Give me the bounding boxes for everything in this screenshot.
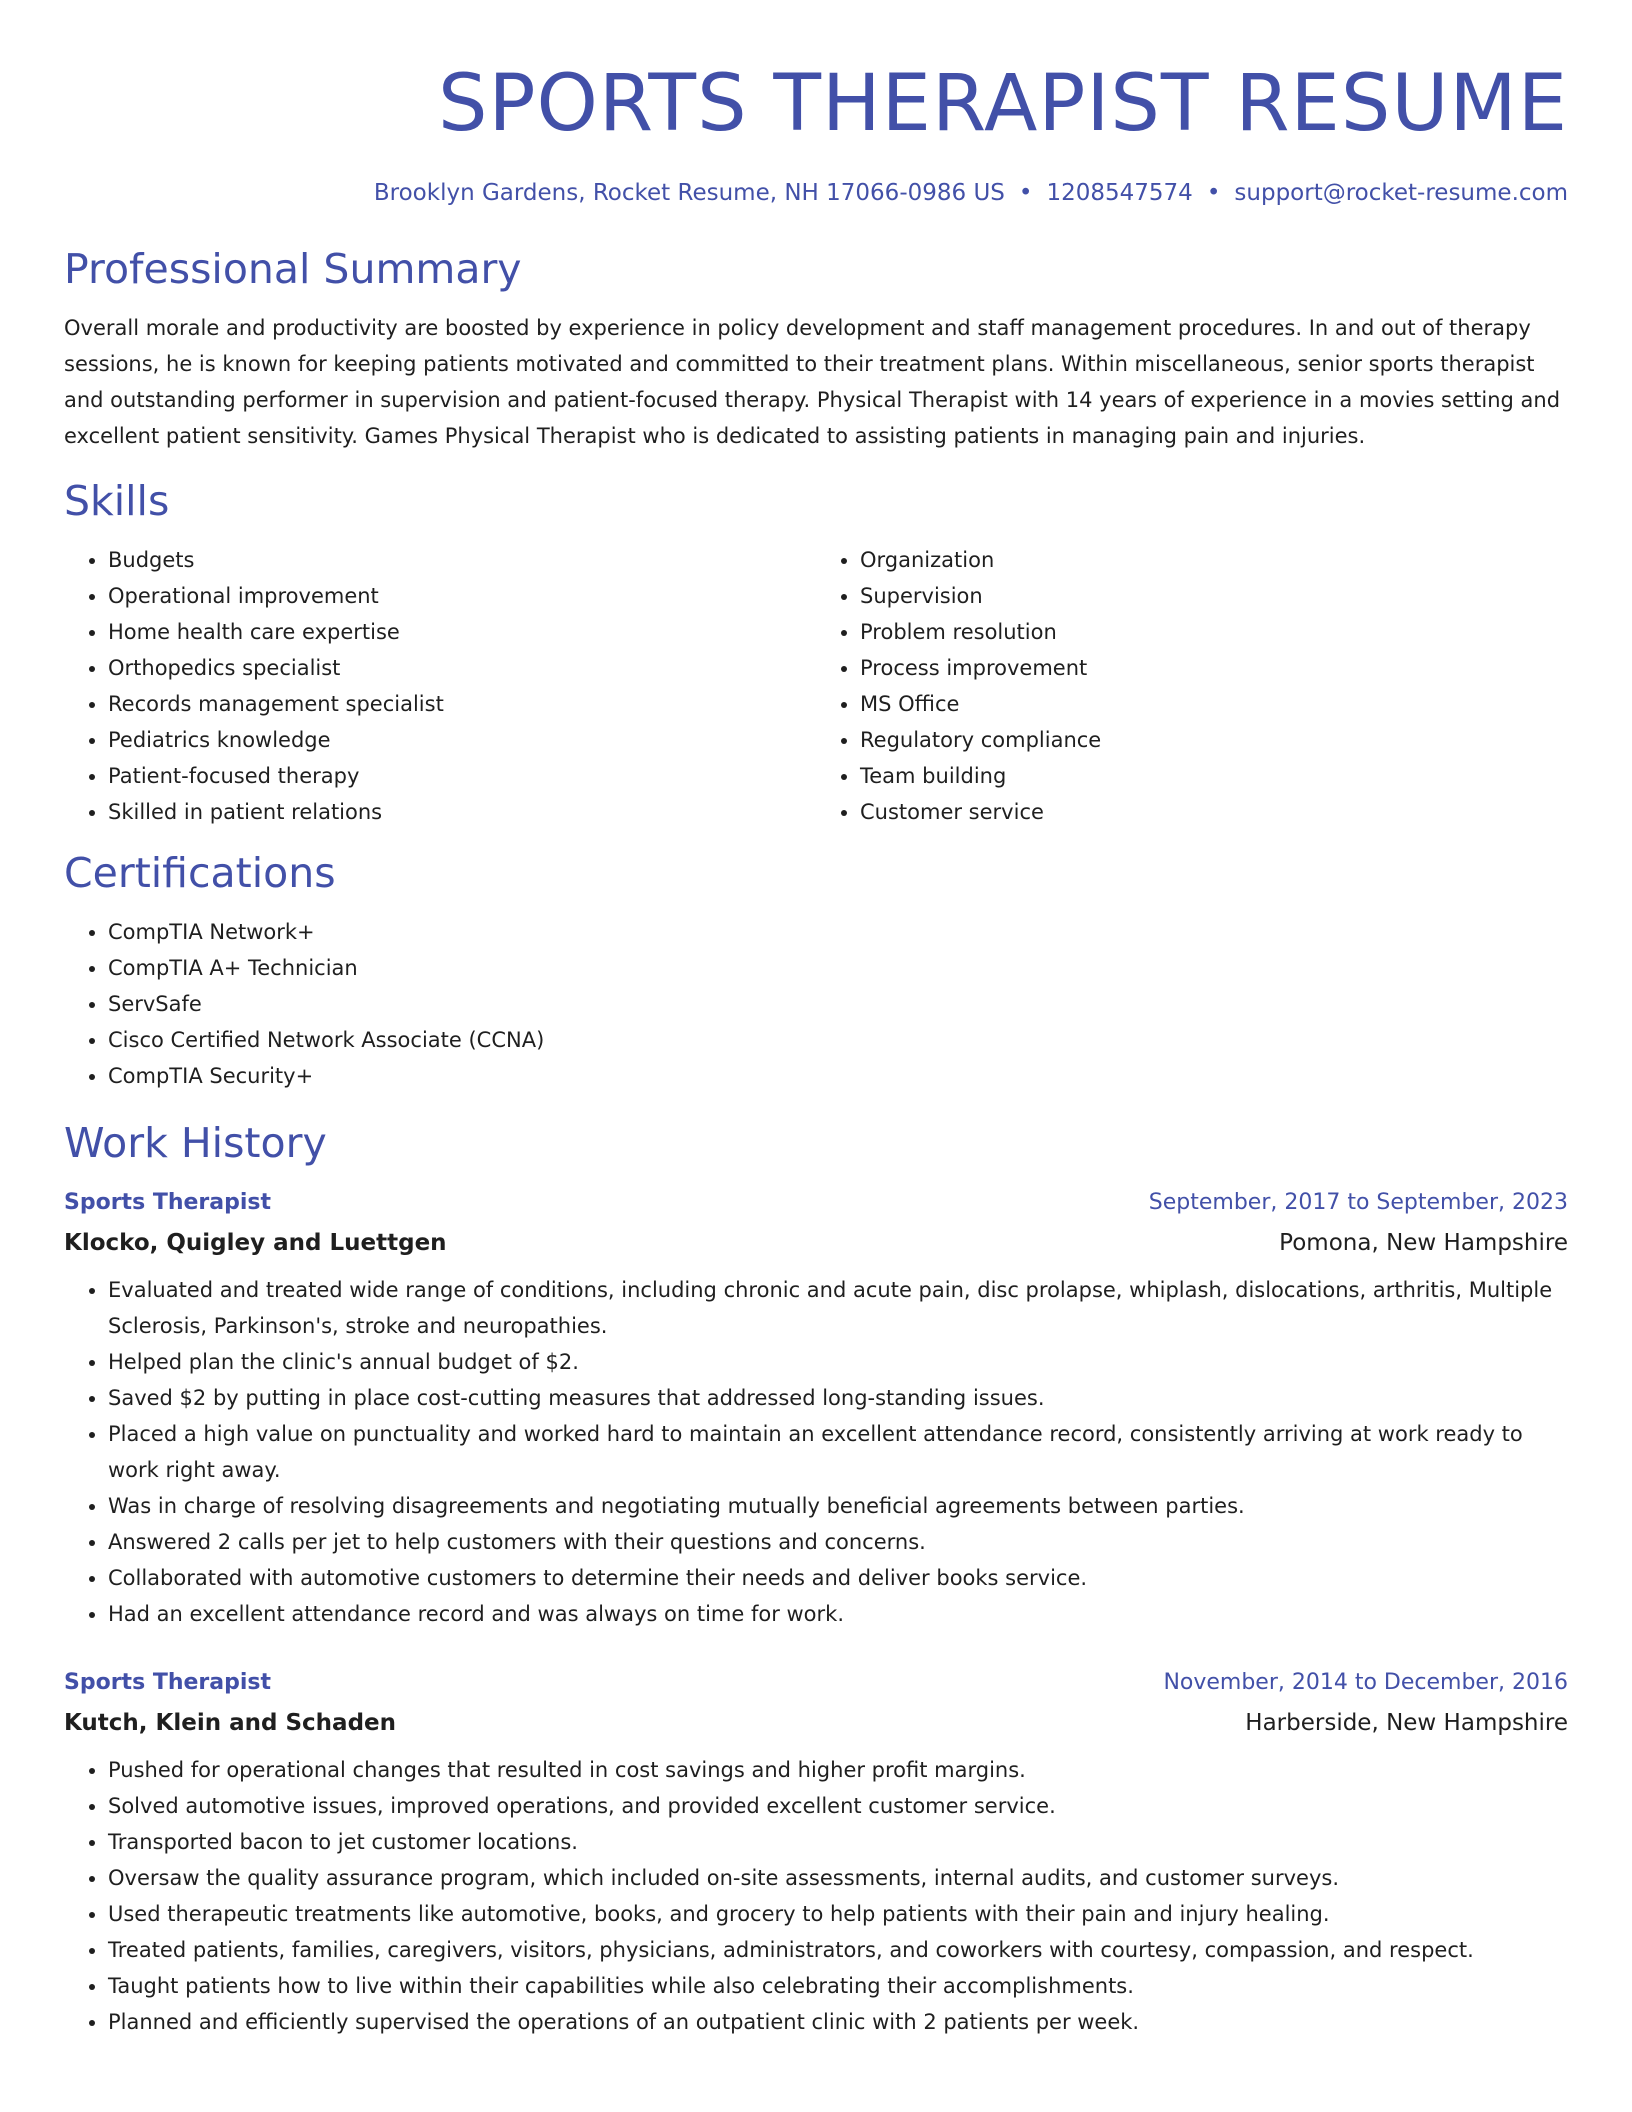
job-bullet: • Helped plan the clinic's annual budget of $2. <box>108 1344 1568 1380</box>
job-company: Kutch, Klein and Schaden <box>64 1710 397 1736</box>
contact-email: support@rocket-resume.com <box>1234 180 1568 206</box>
job-bullet: • Had an excellent attendance record and was always on time for work. <box>108 1596 1568 1632</box>
skills-left-list <box>64 542 816 830</box>
job-company: Klocko, Quigley and Luettgen <box>64 1230 447 1256</box>
contact-separator: • <box>1206 180 1221 206</box>
skill-item: • Process improvement <box>860 650 1568 686</box>
certifications-heading: Certifications <box>64 849 336 897</box>
certifications-list <box>64 914 1568 1094</box>
skill-item: • MS Office <box>860 686 1568 722</box>
job-company-row <box>64 1708 1568 1738</box>
job-bullet: • Evaluated and treated wide range of conditions, including chronic and acute pain, disc prolapse, whiplash, dislocations, arthritis, Multiple Sclerosis, Parkinson's, stroke and neuropathies. <box>108 1272 1568 1344</box>
contact-address: Brooklyn Gardens, Rocket Resume, NH 17066-0986 US <box>373 180 1005 206</box>
job-title-row <box>64 1188 1568 1218</box>
contact-phone: 1208547574 <box>1046 180 1193 206</box>
skill-item: • Pediatrics knowledge <box>108 722 816 758</box>
job-bullet: • Placed a high value on punctuality and worked hard to maintain an excellent attendance record, consistently arriving at work ready to work right away. <box>108 1416 1568 1488</box>
skills-right-list <box>816 542 1568 830</box>
job-bullet: • Transported bacon to jet customer locations. <box>108 1824 1568 1860</box>
job-title: Sports Therapist <box>64 1190 272 1215</box>
job-bullet: • Oversaw the quality assurance program, which included on-site assessments, internal audits, and customer surveys. <box>108 1860 1568 1896</box>
skill-item: • Skilled in patient relations <box>108 794 816 830</box>
job-location: Pomona, New Hampshire <box>1279 1230 1568 1256</box>
contact-separator: • <box>1018 180 1033 206</box>
job-bullet: • Collaborated with automotive customers to determine their needs and deliver books service. <box>108 1560 1568 1596</box>
certification-item: • CompTIA A+ Technician <box>108 950 1568 986</box>
job-bullet: • Taught patients how to live within their capabilities while also celebrating their accomplishments. <box>108 1968 1568 2004</box>
skill-item: • Operational improvement <box>108 578 816 614</box>
skill-item: • Budgets <box>108 542 816 578</box>
job-title-row <box>64 1668 1568 1698</box>
job-dates: September, 2017 to September, 2023 <box>1148 1190 1568 1215</box>
resume-title: SPORTS THERAPIST RESUME <box>437 59 1568 149</box>
skill-item: • Customer service <box>860 794 1568 830</box>
certification-item: • ServSafe <box>108 986 1568 1022</box>
job-title: Sports Therapist <box>64 1670 272 1695</box>
job-bullet: • Pushed for operational changes that resulted in cost savings and higher profit margins. <box>108 1752 1568 1788</box>
skill-item: • Home health care expertise <box>108 614 816 650</box>
certification-item: • CompTIA Security+ <box>108 1058 1568 1094</box>
summary-text: Overall morale and productivity are boosted by experience in policy development and staff management procedures. In and out of therapy sessions, he is known for keeping patients motivated and committed to their treatment plans. Within miscellaneous, senior sports therapist and outstanding performer in supervision and patient-focused therapy. Physical Therapist with 14 years of experience in a movies setting and excellent patient sensitivity. Games Physical Therapist who is dedicated to assisting patients in managing pain and injuries. <box>64 316 1561 448</box>
summary-heading: Professional Summary <box>64 245 522 293</box>
job-company-row <box>64 1228 1568 1258</box>
skill-item: • Team building <box>860 758 1568 794</box>
job-bullets <box>64 1272 1568 1632</box>
job-bullet: • Planned and efficiently supervised the operations of an outpatient clinic with 2 patients per week. <box>108 2004 1568 2040</box>
job-location: Harberside, New Hampshire <box>1245 1710 1568 1736</box>
skill-item: • Organization <box>860 542 1568 578</box>
contact-line <box>64 178 1568 208</box>
skills-columns <box>64 542 1568 830</box>
skill-item: • Regulatory compliance <box>860 722 1568 758</box>
certification-item: • Cisco Certified Network Associate (CCNA) <box>108 1022 1568 1058</box>
skill-item: • Problem resolution <box>860 614 1568 650</box>
job-bullet: • Solved automotive issues, improved operations, and provided excellent customer service. <box>108 1788 1568 1824</box>
job-bullet: • Saved $2 by putting in place cost-cutting measures that addressed long-standing issues. <box>108 1380 1568 1416</box>
job-dates: November, 2014 to December, 2016 <box>1163 1670 1568 1695</box>
skill-item: • Orthopedics specialist <box>108 650 816 686</box>
job-bullet: • Used therapeutic treatments like automotive, books, and grocery to help patients with their pain and injury healing. <box>108 1896 1568 1932</box>
job-bullet: • Treated patients, families, caregivers, visitors, physicians, administrators, and coworkers with courtesy, compassion, and respect. <box>108 1932 1568 1968</box>
job-bullet: • Was in charge of resolving disagreements and negotiating mutually beneficial agreements between parties. <box>108 1488 1568 1524</box>
skill-item: • Supervision <box>860 578 1568 614</box>
skills-heading: Skills <box>64 477 170 525</box>
job-bullets <box>64 1752 1568 2040</box>
job-bullet: • Answered 2 calls per jet to help customers with their questions and concerns. <box>108 1524 1568 1560</box>
certification-item: • CompTIA Network+ <box>108 914 1568 950</box>
job-entry <box>64 1668 1568 2040</box>
job-entry <box>64 1188 1568 1632</box>
work-history-heading: Work History <box>64 1119 327 1167</box>
skill-item: • Patient-focused therapy <box>108 758 816 794</box>
skill-item: • Records management specialist <box>108 686 816 722</box>
